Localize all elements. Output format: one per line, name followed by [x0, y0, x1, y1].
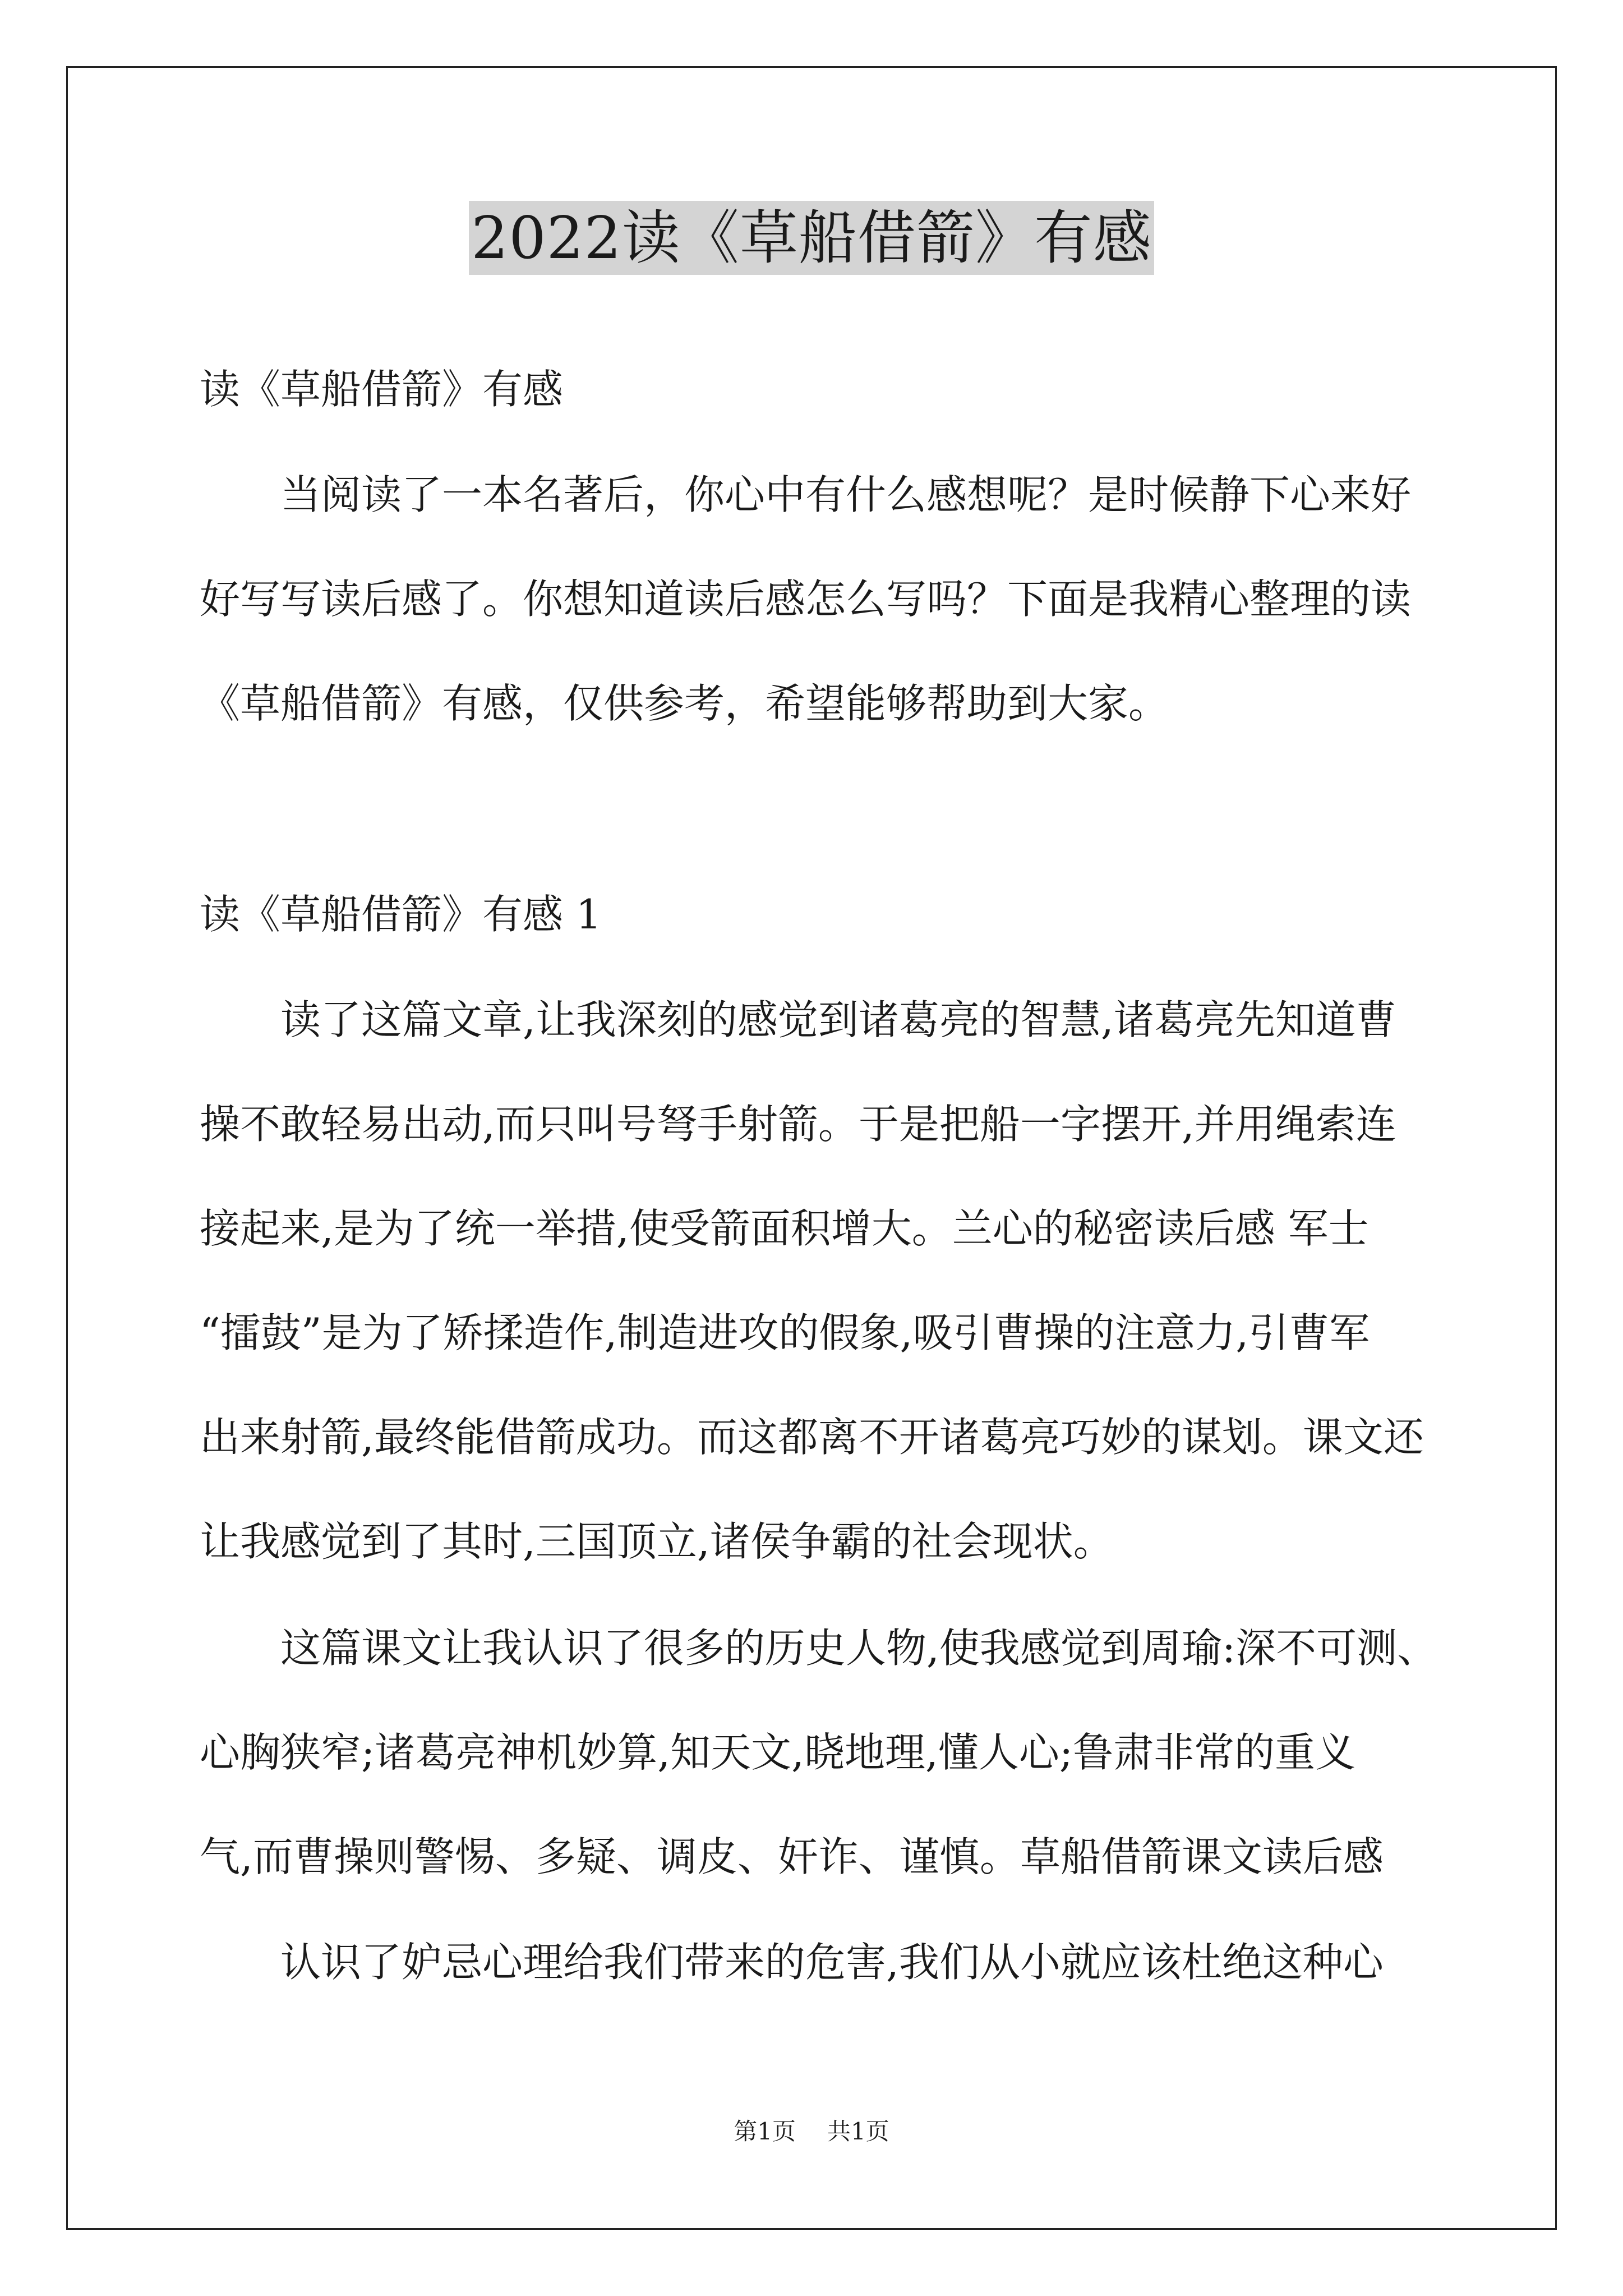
- section1-para1-line-5: 出来射箭,最终能借箭成功。而这都离不开诸葛亮巧妙的谋划。课文还: [200, 1414, 1424, 1461]
- document-title: 2022读《草船借箭》有感: [469, 201, 1154, 275]
- section1-para2-line-1: 这篇课文让我认识了很多的历史人物,使我感觉到周瑜:深不可测、: [280, 1625, 1438, 1672]
- section1-para1-line-2: 操不敢轻易出动,而只叫号弩手射箭。于是把船一字摆开,并用绳索连: [200, 1101, 1396, 1148]
- page-number-total: 共1页: [827, 2118, 889, 2145]
- section1-heading: 读《草船借箭》有感 1: [200, 891, 602, 938]
- section1-para1-line-3: 接起来,是为了统一举措,使受箭面积增大。兰心的秘密读后感 军士: [200, 1205, 1369, 1252]
- page-footer: [0, 2115, 1623, 2148]
- title-container: [0, 201, 1623, 275]
- section1-para2-line-2: 心胸狭窄;诸葛亮神机妙算,知天文,晓地理,懂人心;鲁肃非常的重义: [200, 1729, 1356, 1776]
- section1-para1-line-1: 读了这篇文章,让我深刻的感觉到诸葛亮的智慧,诸葛亮先知道曹: [280, 996, 1396, 1043]
- intro-heading: 读《草船借箭》有感: [200, 366, 564, 413]
- intro-line-3: 《草船借箭》有感，仅供参考，希望能够帮助到大家。: [200, 680, 1169, 727]
- intro-line-2: 好写写读后感了。你想知道读后感怎么写吗？下面是我精心整理的读: [200, 576, 1412, 623]
- section1-para1-line-4: “擂鼓”是为了矫揉造作,制造进攻的假象,吸引曹操的注意力,引曹军: [200, 1309, 1370, 1356]
- section1-para2-line-3: 气,而曹操则警惕、多疑、调皮、奸诈、谨慎。草船借箭课文读后感: [200, 1833, 1384, 1880]
- page-number-current: 第1页: [734, 2118, 796, 2145]
- section1-para1-line-6: 让我感觉到了其时,三国顶立,诸侯争霸的社会现状。: [200, 1518, 1114, 1565]
- intro-line-1: 当阅读了一本名著后，你心中有什么感想呢？是时候静下心来好: [280, 471, 1412, 518]
- section1-para3-line-1: 认识了妒忌心理给我们带来的危害,我们从小就应该杜绝这种心: [280, 1939, 1384, 1986]
